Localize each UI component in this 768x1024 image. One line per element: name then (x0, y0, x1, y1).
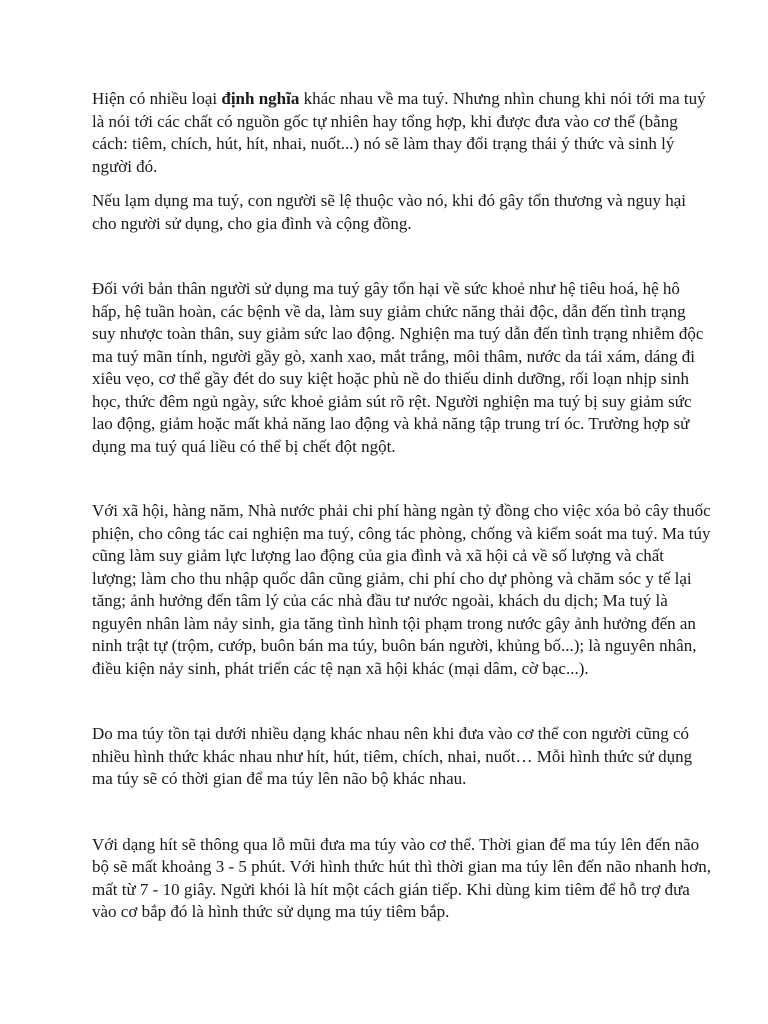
paragraph-usage-forms: Do ma túy tồn tại dưới nhiều dạng khác nhau nên khi đưa vào cơ thể con người cũng có nhiều hình thức khác nhau như hít, hút, tiêm, chích, nhai, nuốt… Mỗi hình thức sử dụng ma túy sẽ có thời gian để ma túy lên não bộ khác nhau. (92, 724, 693, 788)
paragraph-definition (92, 88, 712, 178)
paragraph-inhalation: Với dạng hít sẽ thông qua lỗ mũi đưa ma túy vào cơ thể. Thời gian để ma túy lên đến não bộ sẽ mất khoảng 3 - 5 phút. Với hình thức hút thì thời gian ma túy lên đến não nhanh hơn, mất từ 7 - 10 giây. Ngửi khói là hít một cách gián tiếp. Khi dùng kim tiêm để hỗ trợ đưa vào cơ bắp đó là hình thức sử dụng ma túy tiêm bắp. (92, 834, 711, 921)
paragraph-abuse: Nếu lạm dụng ma tuý, con người sẽ lệ thuộc vào nó, khi đó gây tổn thương và nguy hại cho người sử dụng, cho gia đình và cộng đồng. (92, 191, 687, 233)
paragraph-individual-harm: Đối với bản thân người sử dụng ma tuý gây tổn hại về sức khoẻ như hệ tiêu hoá, hệ hô hấp, hệ tuần hoàn, các bệnh về da, làm suy giảm chức năng thải độc, dẫn đến tình trạng suy nhược toàn thân, suy giảm sức lao động. Nghiện ma tuý dẫn đến tình trạng nhiễm độc ma tuý mãn tính, người gầy gò, xanh xao, mắt trắng, môi thâm, nước da tái xám, dáng đi xiêu vẹo, cơ thể gầy đét do suy kiệt hoặc phù nề do thiếu dinh dưỡng, rối loạn nhịp sinh học, thức đêm ngủ ngày, sức khoẻ giảm sút rõ rệt. Người nghiện ma tuý bị suy giảm sức lao động, giảm hoặc mất khả năng lao động và khả năng tập trung trí óc. Trường hợp sử dụng ma tuý quá liều có thể bị chết đột ngột. (92, 279, 704, 456)
paragraph-text: Hiện có nhiều loại (92, 89, 222, 108)
document-body (92, 88, 712, 924)
bold-term: định nghĩa (221, 89, 300, 108)
paragraph-social-harm: Với xã hội, hàng năm, Nhà nước phải chi phí hàng ngàn tỷ đồng cho việc xóa bỏ cây thuốc phiện, cho công tác cai nghiện ma tuý, công tác phòng, chống và kiểm soát ma tuý. Ma túy cũng làm suy giảm lực lượng lao động của gia đình và xã hội cả về số lượng và chất lượng; làm cho thu nhập quốc dân cũng giảm, chi phí cho dự phòng và chăm sóc y tế lại tăng; ảnh hưởng đến tâm lý của các nhà đầu tư nước ngoài, khách du dịch; Ma tuý là nguyên nhân làm nảy sinh, gia tăng tình hình tội phạm trong nước gây ảnh hưởng đến an ninh trật tự (trộm, cướp, buôn bán ma túy, buôn bán người, khủng bố...); là nguyên nhân, điều kiện nảy sinh, phát triển các tệ nạn xã hội khác (mại dâm, cờ bạc...). (92, 501, 711, 678)
paragraph-text: khác nhau về ma tuý. Nhưng nhìn chung khi nói tới ma tuý là nói tới các chất có nguồn gốc tự nhiên hay tổng hợp, khi được đưa vào cơ thể (bằng cách: tiêm, chích, hút, hít, nhai, nuốt...) nó sẽ làm thay đổi trạng thái ý thức và sinh lý người đó. (92, 89, 706, 176)
